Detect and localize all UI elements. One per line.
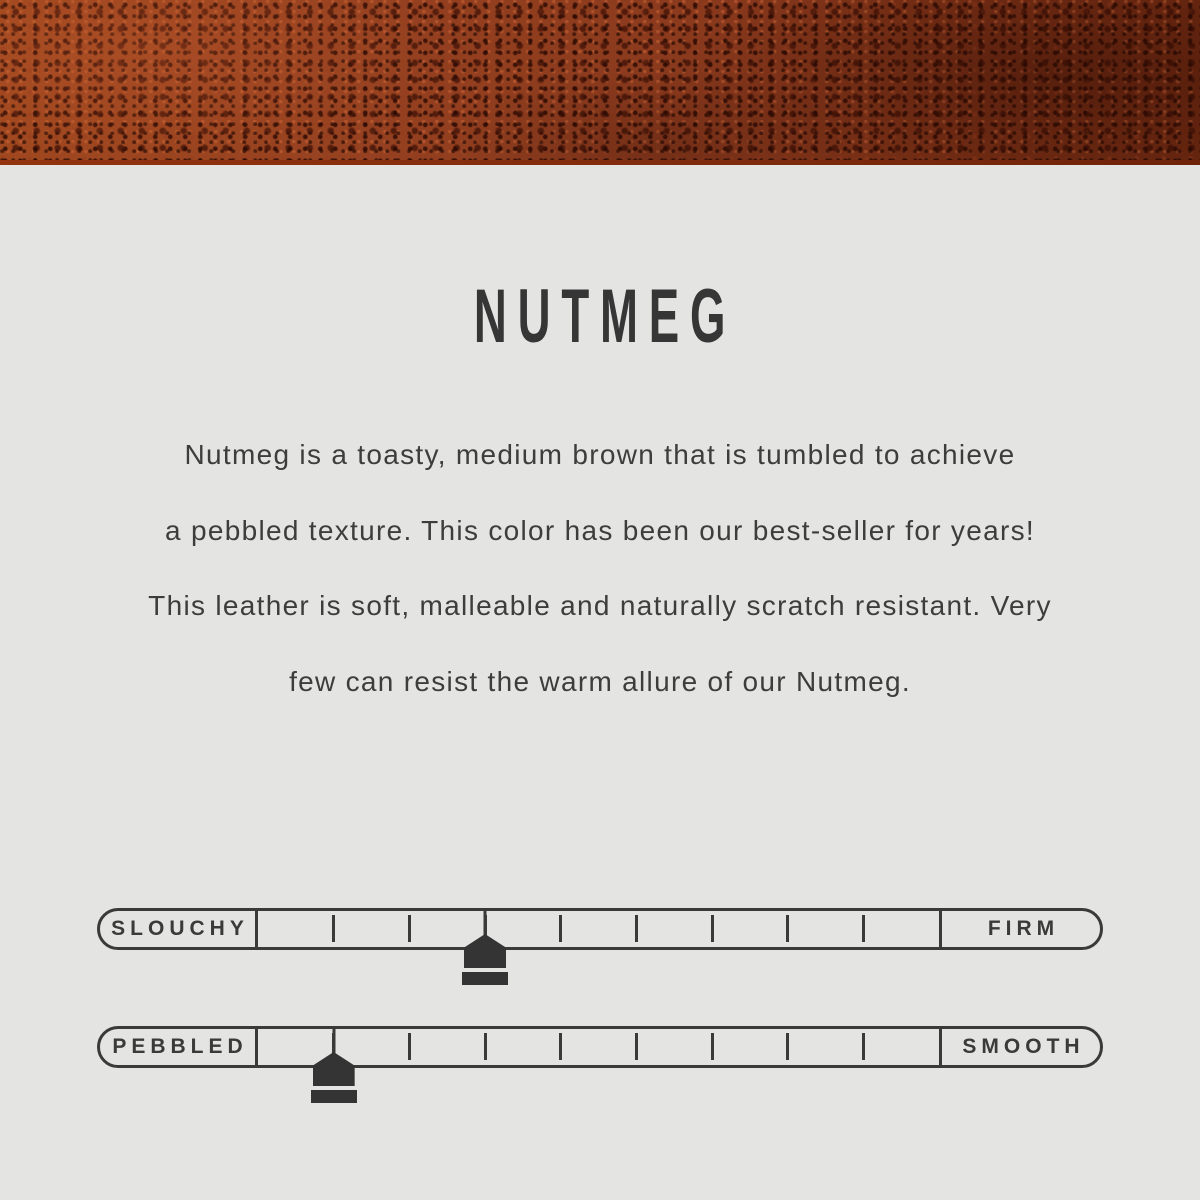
slider-tick <box>408 1033 411 1060</box>
slider-tick <box>635 915 638 942</box>
slider-tick <box>711 1033 714 1060</box>
slider-right-label: FIRM <box>939 911 1100 947</box>
page-title-text: NUTMEG <box>474 274 737 359</box>
slider-left-label: SLOUCHY <box>100 911 258 947</box>
marker-bar <box>462 972 508 985</box>
texture-slider-track <box>97 1026 1103 1068</box>
marker-stem <box>332 1029 335 1054</box>
page-title <box>0 274 1200 359</box>
firmness-slider-marker[interactable] <box>461 908 509 988</box>
slider-left-label: PEBBLED <box>100 1029 258 1065</box>
slider-right-label: SMOOTH <box>939 1029 1100 1065</box>
marker-bar <box>311 1090 357 1103</box>
description-line: few can resist the warm allure of our Nutmeg. <box>289 665 911 697</box>
description-line: Nutmeg is a toasty, medium brown that is tumbled to achieve <box>184 439 1016 470</box>
slider-tick <box>484 1033 487 1060</box>
slider-tick <box>862 915 865 942</box>
slider-tick <box>786 1033 789 1060</box>
slider-tick <box>635 1033 638 1060</box>
slider-tick <box>559 915 562 942</box>
leather-texture-banner <box>0 0 1200 165</box>
firmness-slider <box>0 908 1200 988</box>
description-line: a pebbled texture. This color has been our best-seller for years! <box>165 514 1035 546</box>
slider-tick <box>559 1033 562 1060</box>
texture-slider-marker[interactable] <box>310 1026 358 1106</box>
marker-nib-icon <box>464 934 506 968</box>
marker-nib-icon <box>313 1052 355 1086</box>
slider-tick <box>408 915 411 942</box>
texture-slider <box>0 1026 1200 1106</box>
marker-stem <box>484 911 487 936</box>
slider-tick <box>862 1033 865 1060</box>
slider-tick <box>711 915 714 942</box>
description <box>100 417 1100 719</box>
description-line: This leather is soft, malleable and naturally scratch resistant. Very <box>148 590 1052 621</box>
firmness-slider-track <box>97 908 1103 950</box>
slider-tick <box>786 915 789 942</box>
slider-tick <box>332 915 335 942</box>
